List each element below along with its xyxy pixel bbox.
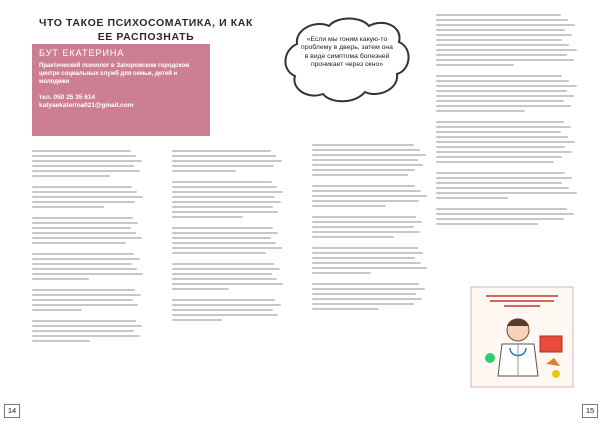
text-line	[312, 159, 418, 161]
page-number-left: 14	[4, 404, 20, 418]
text-line	[436, 64, 514, 66]
text-line	[32, 170, 140, 172]
text-line	[436, 146, 565, 148]
text-line	[312, 303, 414, 305]
text-line	[312, 272, 371, 274]
text-line	[436, 54, 567, 56]
text-line	[312, 288, 425, 290]
text-line	[32, 217, 133, 219]
text-line	[32, 340, 90, 342]
article-title: ЧТО ТАКОЕ ПСИХОСОМАТИКА, И КАК ЕЕ РАСПОЗНАТЬ	[39, 17, 253, 43]
text-line	[32, 175, 110, 177]
text-line	[172, 150, 271, 152]
text-line	[436, 151, 572, 153]
text-line	[32, 304, 138, 306]
text-line	[32, 206, 104, 208]
text-line	[312, 267, 427, 269]
text-line	[32, 191, 137, 193]
author-name: БУТ ЕКАТЕРИНА	[39, 48, 125, 58]
text-line	[312, 283, 419, 285]
text-line	[312, 293, 416, 295]
text-line	[312, 164, 423, 166]
author-position: Практический психолог в Запорожском городском центре социальных служб для семьи, детей и молодежи	[39, 63, 190, 85]
text-column-3	[312, 144, 428, 398]
text-line	[172, 309, 273, 311]
text-column-1	[32, 150, 144, 398]
text-line	[312, 262, 421, 264]
text-line	[32, 320, 136, 322]
text-line	[436, 75, 562, 77]
text-line	[172, 211, 278, 213]
quote-speech-cloud	[277, 14, 417, 106]
text-line	[312, 216, 416, 218]
text-line	[172, 181, 272, 183]
text-line	[32, 299, 133, 301]
text-line	[32, 335, 140, 337]
text-line	[436, 218, 564, 220]
text-line	[32, 186, 132, 188]
author-info-box	[32, 44, 210, 136]
text-line	[312, 154, 426, 156]
text-line	[436, 100, 564, 102]
text-line	[312, 144, 414, 146]
text-line	[32, 268, 137, 270]
text-line	[436, 29, 565, 31]
text-line	[436, 141, 575, 143]
text-line	[32, 160, 142, 162]
text-line	[172, 206, 273, 208]
text-line	[312, 226, 414, 228]
text-line	[172, 232, 278, 234]
text-line	[172, 319, 222, 321]
text-line	[172, 196, 275, 198]
text-line	[312, 200, 419, 202]
text-line	[436, 24, 575, 26]
text-line	[32, 196, 143, 198]
text-line	[436, 85, 577, 87]
text-line	[312, 221, 422, 223]
text-line	[312, 298, 422, 300]
text-line	[32, 325, 142, 327]
text-line	[436, 182, 562, 184]
text-line	[436, 213, 574, 215]
text-line	[436, 208, 567, 210]
text-line	[32, 253, 134, 255]
text-line	[312, 195, 427, 197]
text-line	[172, 288, 229, 290]
text-line	[312, 257, 415, 259]
text-line	[436, 105, 571, 107]
text-line	[32, 232, 136, 234]
text-line	[436, 187, 569, 189]
text-line	[312, 190, 421, 192]
text-line	[172, 191, 283, 193]
text-line	[172, 216, 243, 218]
text-line	[172, 186, 277, 188]
text-line	[172, 268, 280, 270]
text-line	[436, 59, 574, 61]
text-line	[32, 309, 82, 311]
text-line	[32, 227, 131, 229]
text-line	[312, 174, 408, 176]
text-line	[32, 330, 134, 332]
text-line	[312, 252, 423, 254]
page-number-right: 15	[582, 404, 598, 418]
text-line	[32, 222, 138, 224]
text-line	[172, 201, 281, 203]
text-line	[436, 197, 508, 199]
text-line	[436, 34, 572, 36]
text-line	[172, 278, 277, 280]
text-line	[436, 95, 574, 97]
text-line	[32, 155, 136, 157]
text-line	[172, 227, 273, 229]
text-line	[436, 80, 569, 82]
text-line	[436, 156, 562, 158]
text-line	[172, 155, 276, 157]
text-line	[436, 177, 572, 179]
text-line	[32, 165, 134, 167]
text-line	[436, 110, 525, 112]
text-line	[312, 205, 386, 207]
text-line	[32, 294, 141, 296]
text-line	[436, 19, 568, 21]
text-line	[436, 49, 577, 51]
author-phone: тел. 050 25 35 614	[39, 94, 96, 101]
text-column-2	[172, 150, 284, 398]
postcard-illustration	[470, 286, 574, 388]
text-line	[436, 172, 565, 174]
text-line	[172, 242, 276, 244]
text-line	[172, 263, 274, 265]
text-line	[172, 304, 281, 306]
text-line	[312, 236, 394, 238]
text-line	[436, 44, 569, 46]
text-line	[172, 160, 282, 162]
text-line	[172, 314, 278, 316]
text-line	[172, 247, 282, 249]
text-line	[172, 237, 271, 239]
text-line	[436, 121, 564, 123]
text-line	[436, 126, 571, 128]
text-line	[312, 149, 420, 151]
text-line	[32, 201, 135, 203]
text-line	[436, 223, 538, 225]
text-line	[172, 165, 274, 167]
text-line	[32, 237, 142, 239]
text-line	[32, 273, 143, 275]
text-line	[436, 39, 562, 41]
text-column-4	[436, 14, 578, 278]
text-line	[312, 169, 415, 171]
text-line	[172, 299, 275, 301]
text-line	[32, 242, 126, 244]
text-line	[436, 14, 561, 16]
text-line	[172, 283, 283, 285]
text-line	[32, 150, 131, 152]
quote-text: «Если мы гоним какую-то проблему в дверь, затем она в виде симптома болезней проникает через окно»	[301, 36, 393, 69]
text-line	[32, 258, 140, 260]
text-line	[312, 231, 420, 233]
author-email[interactable]: katyaekaterina021@gmail.com	[39, 102, 134, 109]
doctor-cartoon-icon	[470, 286, 574, 388]
author-contacts	[39, 94, 203, 110]
text-line	[312, 308, 379, 310]
text-line	[32, 278, 89, 280]
text-line	[172, 273, 272, 275]
text-line	[436, 136, 568, 138]
text-line	[436, 90, 567, 92]
text-line	[32, 263, 132, 265]
text-line	[312, 185, 415, 187]
text-line	[32, 289, 135, 291]
text-line	[436, 192, 577, 194]
text-line	[312, 247, 418, 249]
text-line	[436, 131, 561, 133]
text-line	[436, 161, 554, 163]
text-line	[172, 170, 236, 172]
text-line	[172, 252, 266, 254]
